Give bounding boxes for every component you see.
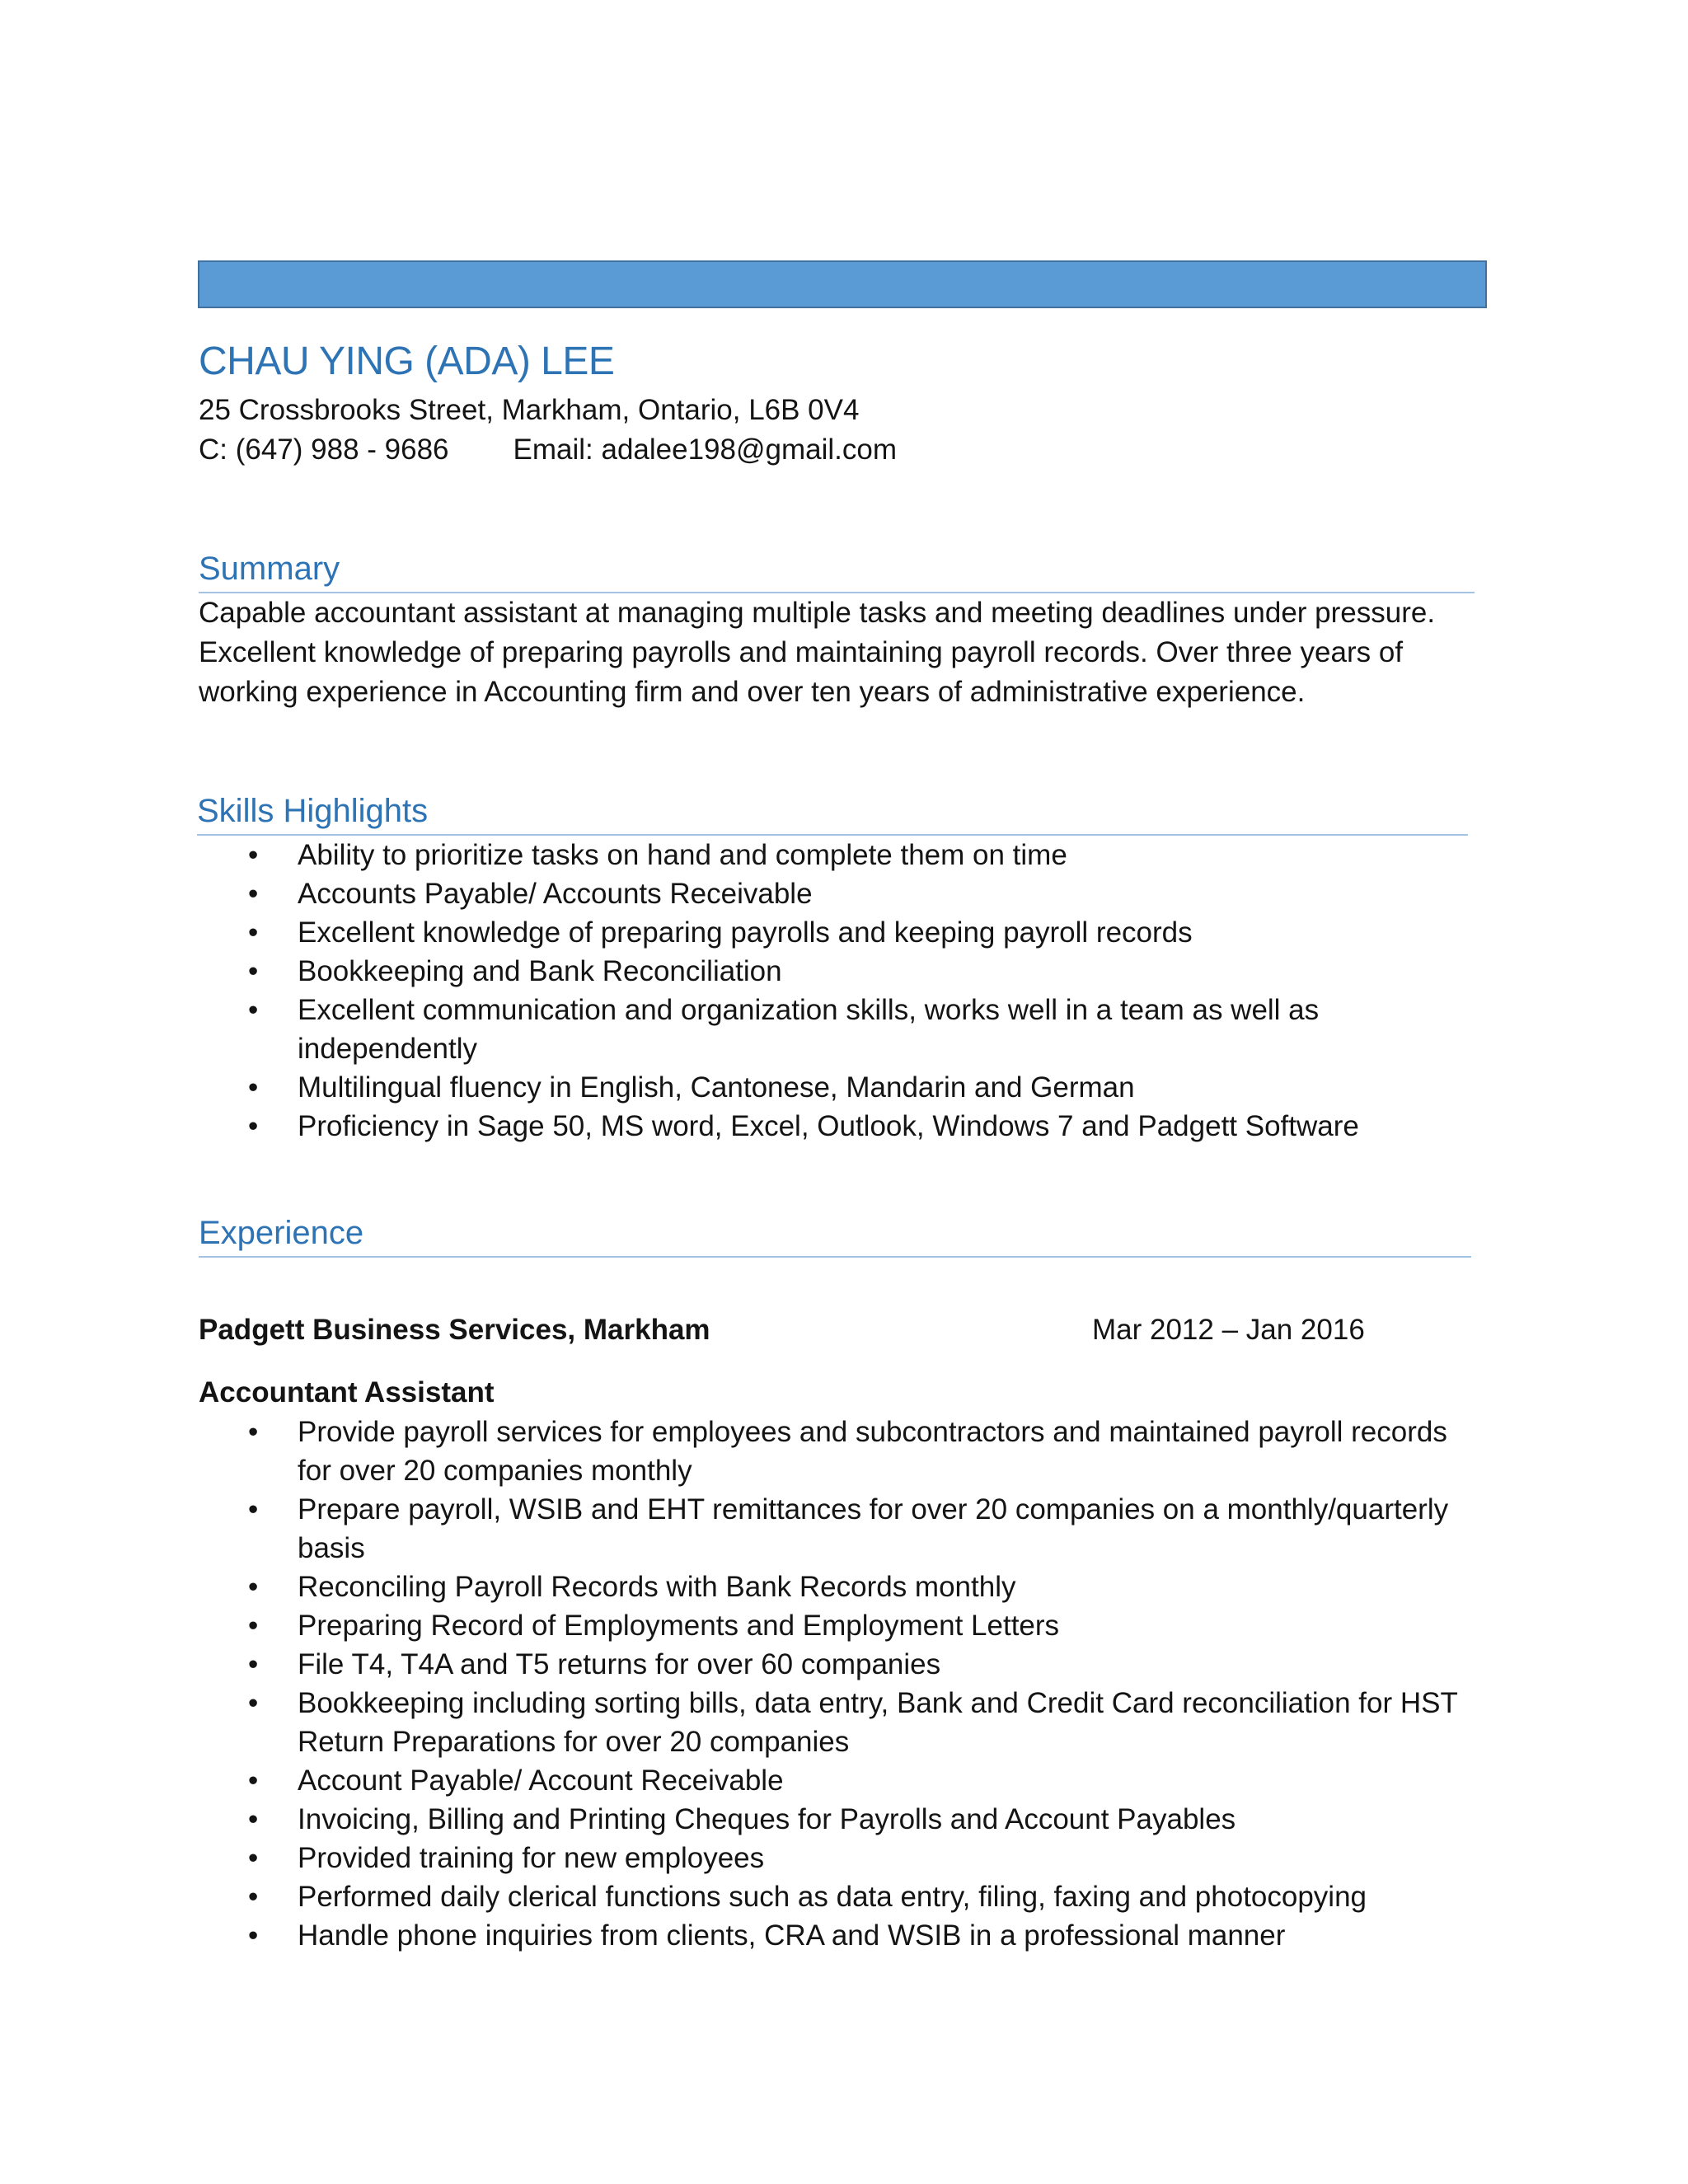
bullet-icon: •: [248, 1919, 259, 1952]
summary-heading: Summary: [199, 546, 1475, 593]
email-address: Email: adalee198@gmail.com: [513, 434, 897, 466]
skills-section: [199, 788, 1468, 1146]
skill-item: • Ability to prioritize tasks on hand and complete them on time: [199, 836, 1468, 874]
skills-heading: Skills Highlights: [197, 788, 1468, 836]
duty-item: • Preparing Record of Employments and Employment Letters: [199, 1606, 1471, 1645]
bullet-icon: •: [248, 1571, 259, 1603]
job-company: Padgett Business Services, Markham: [199, 1314, 710, 1346]
bullet-icon: •: [248, 1648, 259, 1680]
duty-item: • Account Payable/ Account Receivable: [199, 1761, 1471, 1800]
bullet-icon: •: [248, 878, 259, 910]
resume-content: [199, 333, 1484, 1955]
duty-item: • Performed daily clerical functions such as data entry, filing, faxing and photocopying: [199, 1877, 1471, 1916]
skill-item: • Multilingual fluency in English, Cantonese, Mandarin and German: [199, 1068, 1468, 1107]
skills-list: [199, 836, 1468, 1146]
experience-heading: Experience: [199, 1210, 1471, 1258]
bullet-icon: •: [248, 1842, 259, 1874]
duty-item: • Bookkeeping including sorting bills, data entry, Bank and Credit Card reconciliation for HST Return Preparations for over 20 companies: [199, 1684, 1471, 1761]
header-color-bar: [198, 260, 1487, 308]
contact-line: [199, 430, 1484, 470]
skill-item: • Bookkeeping and Bank Reconciliation: [199, 952, 1468, 991]
bullet-icon: •: [248, 1881, 259, 1913]
skill-item: • Proficiency in Sage 50, MS word, Excel, Outlook, Windows 7 and Padgett Software: [199, 1107, 1468, 1146]
bullet-icon: •: [248, 1803, 259, 1835]
bullet-icon: •: [248, 1610, 259, 1642]
duties-list: [199, 1413, 1471, 1955]
phone-number: C: (647) 988 - 9686: [199, 434, 449, 466]
job-title: Accountant Assistant: [199, 1376, 495, 1408]
bullet-icon: •: [248, 955, 259, 987]
duty-item: • Provided training for new employees: [199, 1839, 1471, 1877]
bullet-icon: •: [248, 839, 259, 871]
bullet-icon: •: [248, 1110, 259, 1142]
duty-item: • Handle phone inquiries from clients, CRA and WSIB in a professional manner: [199, 1916, 1471, 1955]
experience-section: [199, 1210, 1471, 1955]
bullet-icon: •: [248, 1071, 259, 1104]
duty-item: • Reconciling Payroll Records with Bank Records monthly: [199, 1568, 1471, 1606]
summary-section: [199, 546, 1475, 712]
bullet-icon: •: [248, 1416, 259, 1448]
duty-item: • Prepare payroll, WSIB and EHT remittances for over 20 companies on a monthly/quarterly basis: [199, 1490, 1471, 1568]
summary-text: Capable accountant assistant at managing multiple tasks and meeting deadlines under pressure. Excellent knowledge of preparing payrolls and maintaining payroll records. Over three years of working experience in Accounting firm and over ten years of administrative experience.: [199, 597, 1436, 708]
skill-item: • Accounts Payable/ Accounts Receivable: [199, 874, 1468, 913]
duty-item: • File T4, T4A and T5 returns for over 60 companies: [199, 1645, 1471, 1684]
candidate-name: CHAU YING (ADA) LEE: [199, 340, 615, 383]
bullet-icon: •: [248, 916, 259, 949]
bullet-icon: •: [248, 1765, 259, 1797]
skill-item: • Excellent communication and organization skills, works well in a team as well as independently: [199, 991, 1468, 1068]
job-dates: Mar 2012 – Jan 2016: [1092, 1314, 1365, 1346]
job-header: [199, 1310, 1471, 1350]
address-line: 25 Crossbrooks Street, Markham, Ontario, L6B 0V4: [199, 394, 860, 426]
duty-item: • Invoicing, Billing and Printing Cheques for Payrolls and Account Payables: [199, 1800, 1471, 1839]
bullet-icon: •: [248, 1687, 259, 1719]
bullet-icon: •: [248, 994, 259, 1026]
duty-item: • Provide payroll services for employees and subcontractors and maintained payroll records for over 20 companies monthly: [199, 1413, 1471, 1490]
bullet-icon: •: [248, 1493, 259, 1526]
skill-item: • Excellent knowledge of preparing payrolls and keeping payroll records: [199, 913, 1468, 952]
